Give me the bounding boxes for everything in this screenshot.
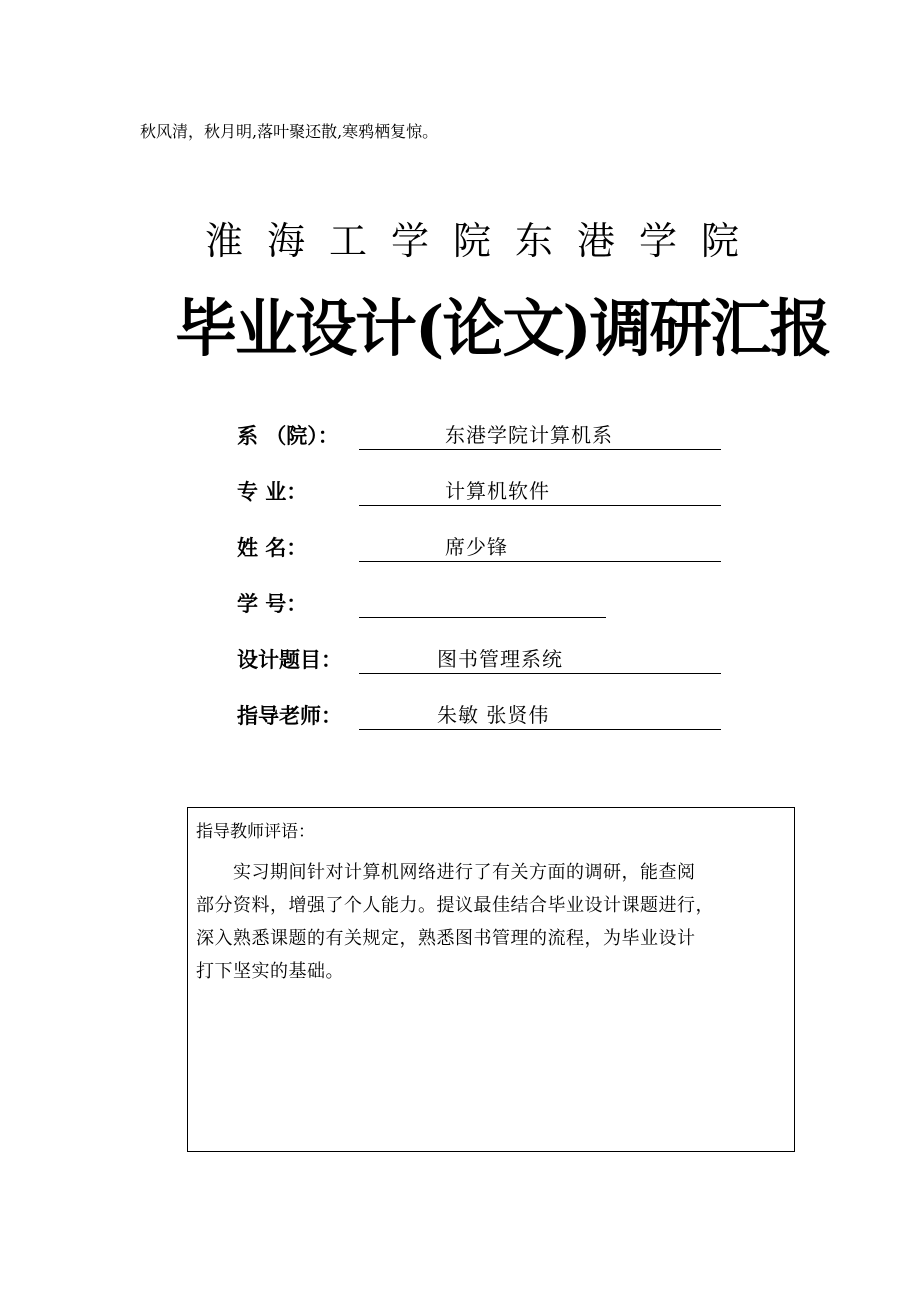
- comment-line: 部分资料，增强了个人能力。提议最佳结合毕业设计课题进行，: [196, 895, 714, 916]
- field-underline: [359, 645, 721, 674]
- form-row-topic: [237, 642, 737, 674]
- field-label: 系 （院）：: [237, 424, 339, 448]
- form-row-name: [237, 530, 737, 562]
- field-value: 东港学院计算机系: [445, 423, 613, 447]
- comment-line: 打下坚实的基础。: [196, 961, 344, 982]
- comment-line: 实习期间针对计算机网络进行了有关方面的调研，能查阅: [196, 862, 696, 883]
- field-label: 姓 名：: [237, 536, 308, 560]
- header-quote: 秋风清，秋月明,落叶聚还散,寒鸦栖复惊。: [140, 122, 439, 141]
- field-value: 朱敏 张贤伟: [437, 703, 550, 727]
- report-title: 毕业设计(论文)调研汇报: [175, 292, 830, 365]
- form-row-major: [237, 474, 737, 506]
- school-name: 淮海工学院东港学院: [205, 219, 764, 263]
- comment-heading: 指导教师评语：: [196, 822, 315, 842]
- field-value: 计算机软件: [445, 479, 550, 503]
- field-underline: [359, 477, 721, 506]
- form-row-department: [237, 418, 737, 450]
- field-underline: [359, 589, 606, 618]
- advisor-comment-box: [187, 807, 795, 1152]
- field-label: 设计题目：: [237, 648, 342, 672]
- field-underline: [359, 701, 721, 730]
- field-underline: [359, 533, 721, 562]
- field-label: 专 业：: [237, 480, 308, 504]
- field-value: 席少锋: [445, 535, 508, 559]
- field-label: 指导老师：: [237, 704, 342, 728]
- field-value: 图书管理系统: [437, 647, 563, 671]
- field-underline: [359, 421, 721, 450]
- form-row-student-id: [237, 586, 737, 618]
- field-label: 学 号：: [237, 592, 308, 616]
- form-row-advisor: [237, 698, 737, 730]
- comment-line: 深入熟悉课题的有关规定，熟悉图书管理的流程，为毕业设计: [196, 928, 696, 949]
